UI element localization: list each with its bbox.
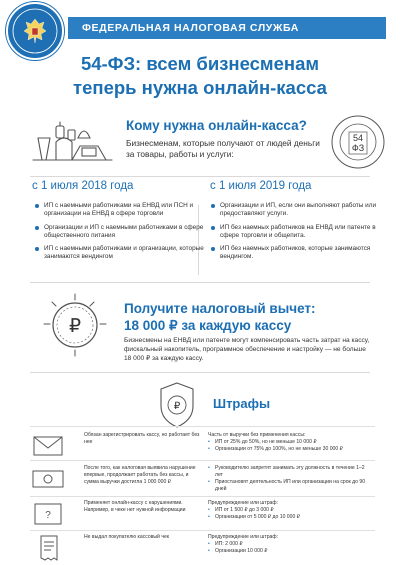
list-item: ИП без наемных работников, которые занимаются вендингом.	[210, 245, 380, 262]
tax-deduction-text: Бизнесмены на ЕНВД или патенте могут компенсировать часть затрат на кассу, фискальный накопитель, программное обеспечение и настройку — не больше 18 000 ₽ за каждую кассу.	[124, 337, 370, 362]
list-2018	[34, 202, 204, 267]
fines-title: Штрафы	[213, 396, 271, 411]
divider	[30, 496, 375, 497]
54fz-stamp-icon	[330, 114, 386, 170]
header-bar	[68, 17, 386, 39]
fine-row: Не выдал покупателю кассовый чек Предупреждение или штраф: • ИП: 2 000 ₽ • Организации 10 000 ₽	[30, 534, 375, 562]
heading-2019: с 1 июля 2019 года	[210, 180, 312, 192]
shield-ruble-icon	[147, 380, 207, 430]
who-needs-text: Бизнесменам, которые получают от людей деньги за товары, работы и услуги:	[126, 138, 320, 159]
receipt-icon	[30, 534, 68, 562]
cash-icon	[30, 465, 68, 493]
org-name: ФЕДЕРАЛЬНАЯ НАЛОГОВАЯ СЛУЖБА	[82, 22, 299, 34]
svg-text:₽: ₽	[173, 401, 181, 412]
who-needs-title: Кому нужна онлайн-касса?	[126, 118, 307, 133]
tax-deduction-title: Получите налоговый вычет: 18 000 ₽ за каждую кассу	[124, 301, 316, 333]
list-item: • ИП от 25% до 50%, но не меньше 10 000 ₽	[208, 439, 373, 446]
list-item: • Руководителю запретят занимать эту должность в течение 1–2 лет	[208, 465, 373, 479]
divider	[30, 282, 370, 283]
fine-row: Обязан зарегистрировать кассу, но работает без нее Часть от выручки без применения кассы: • ИП от 25% до 50%, но не меньше 10 000 ₽ • Организации от 75% до 100%, но не меньше 30 000 ₽	[30, 432, 375, 460]
svg-text:ФЗ: ФЗ	[351, 143, 365, 153]
warning-icon	[30, 500, 68, 528]
divider	[30, 372, 370, 373]
list-item: • Организации от 75% до 100%, но не меньше 30 000 ₽	[208, 446, 373, 453]
header	[0, 0, 400, 52]
divider	[30, 530, 375, 531]
ruble-coin-icon	[38, 290, 112, 360]
list-item: • ИП: 2 000 ₽	[208, 541, 373, 548]
list-item: ИП без наемных работников на ЕНВД или патенте в сфере торговли и общепита.	[210, 224, 380, 241]
list-item: • Приостановят деятельность ИП или организации на срок до 90 дней	[208, 479, 373, 493]
list-item: ИП с наемными работниками на ЕНВД или ПСН и организации на ЕНВД в сфере торговли	[34, 202, 204, 219]
list-item: ИП с наемными работниками и организации, которые занимаются вендингом	[34, 245, 204, 262]
fine-row: ? Применяет онлайн-кассу с нарушениями. Например, в чеке нет нужной информации Предупреждение или штраф: • ИП от 1 500 ₽ до 3 000 ₽ • Организации от 5 000 ₽ до 10 000 ₽	[30, 500, 375, 528]
shop-illustration-icon	[30, 112, 116, 168]
svg-text:54: 54	[352, 133, 364, 143]
list-item: • Организации 10 000 ₽	[208, 548, 373, 555]
fine-row: После того, как налоговая выявила нарушение впервые, продолжает работать без кассы, и сумма выручки достигла 1 000 000 ₽ • Руководителю запретят занимать эту должность в течение 1–2 лет • Приостановят деятельность ИП или организации на срок до 90 дней	[30, 465, 375, 495]
divider	[30, 460, 375, 461]
envelope-icon	[30, 432, 68, 460]
divider	[30, 176, 370, 177]
heading-2018: с 1 июля 2018 года	[32, 180, 134, 192]
svg-text:₽: ₽	[68, 316, 82, 337]
svg-text:?: ?	[45, 510, 51, 521]
list-item: Организации и ИП с наемными работниками в сфере общественного питания	[34, 224, 204, 241]
list-item: Организации и ИП, если они выполняют работы или предоставляют услуги.	[210, 202, 380, 219]
divider	[30, 426, 375, 427]
list-2019	[210, 202, 380, 267]
page-title: 54-ФЗ: всем бизнесменам теперь нужна онлайн-касса	[73, 53, 327, 98]
list-item: • ИП от 1 500 ₽ до 3 000 ₽	[208, 507, 373, 514]
list-item: • Организации от 5 000 ₽ до 10 000 ₽	[208, 514, 373, 521]
